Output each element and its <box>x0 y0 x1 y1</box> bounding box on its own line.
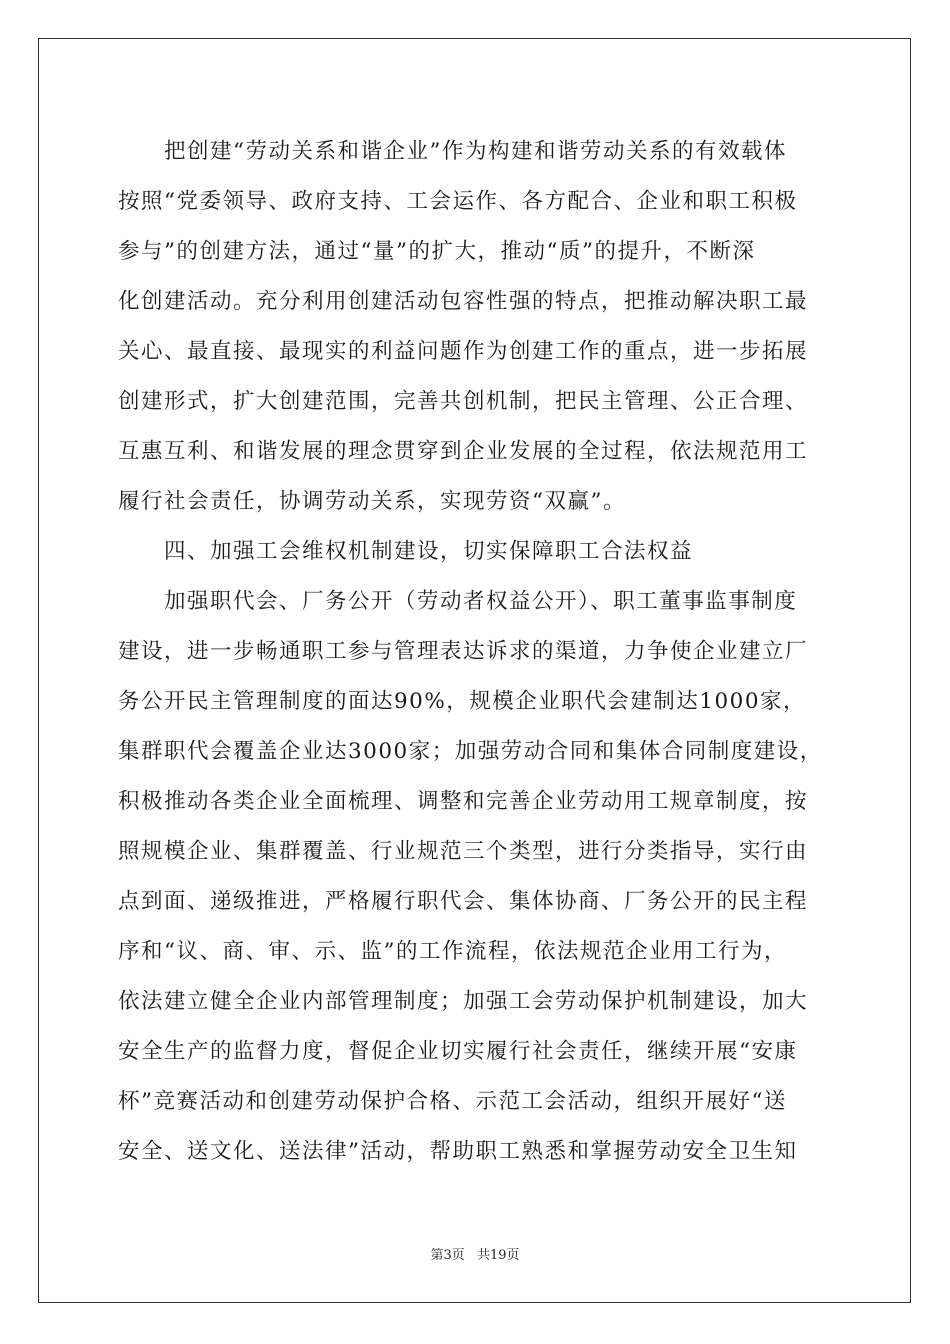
page-total: 共19页 <box>476 1248 520 1263</box>
text-line: 安全生产的监督力度，督促企业切实履行社会责任，继续开展“安康 <box>118 1039 798 1064</box>
text-line: 履行社会责任，协调劳动关系，实现劳资“双赢”。 <box>118 489 626 514</box>
text-line: 创建形式，扩大创建范围，完善共创机制，把民主管理、公正合理、 <box>118 389 809 414</box>
page-footer <box>0 1247 950 1265</box>
text-line: 照规模企业、集群覆盖、行业规范三个类型，进行分类指导，实行由 <box>118 839 809 864</box>
section-heading: 四、加强工会维权机制建设，切实保障职工合法权益 <box>118 539 694 564</box>
page-number: 第3页 <box>430 1248 465 1263</box>
text-line: 杯”竞赛活动和创建劳动保护合格、示范工会活动，组织开展好“送 <box>118 1089 787 1114</box>
text-line: 依法建立健全企业内部管理制度；加强工会劳动保护机制建设，加大 <box>118 989 809 1014</box>
text-line: 参与”的创建方法，通过“量”的扩大，推动“质”的提升，不断深 <box>118 239 756 264</box>
text-line: 关心、最直接、最现实的利益问题作为创建工作的重点，进一步拓展 <box>118 339 809 364</box>
text-line: 把创建“劳动关系和谐企业”作为构建和谐劳动关系的有效载体 <box>118 139 787 164</box>
text-line: 互惠互利、和谐发展的理念贯穿到企业发展的全过程，依法规范用工 <box>118 439 809 464</box>
text-line: 加强职代会、厂务公开（劳动者权益公开）、职工董事监事制度 <box>118 589 798 614</box>
text-line: 点到面、递级推进，严格履行职代会、集体协商、厂务公开的民主程 <box>118 889 809 914</box>
text-line: 积极推动各类企业全面梳理、调整和完善企业劳动用工规章制度，按 <box>118 789 809 814</box>
text-line: 按照“党委领导、政府支持、工会运作、各方配合、企业和职工积极 <box>118 189 798 214</box>
text-line: 建设，进一步畅通职工参与管理表达诉求的渠道，力争使企业建立厂 <box>118 639 809 664</box>
text-line: 安全、送文化、送法律”活动，帮助职工熟悉和掌握劳动安全卫生知 <box>118 1139 798 1164</box>
text-line: 务公开民主管理制度的面达90%，规模企业职代会建制达1000家， <box>118 689 807 714</box>
text-line: 化创建活动。充分利用创建活动包容性强的特点，把推动解决职工最 <box>118 289 809 314</box>
text-line: 集群职代会覆盖企业达3000家；加强劳动合同和集体合同制度建设， <box>118 739 823 764</box>
text-line: 序和“议、商、审、示、监”的工作流程，依法规范企业用工行为， <box>118 939 787 964</box>
